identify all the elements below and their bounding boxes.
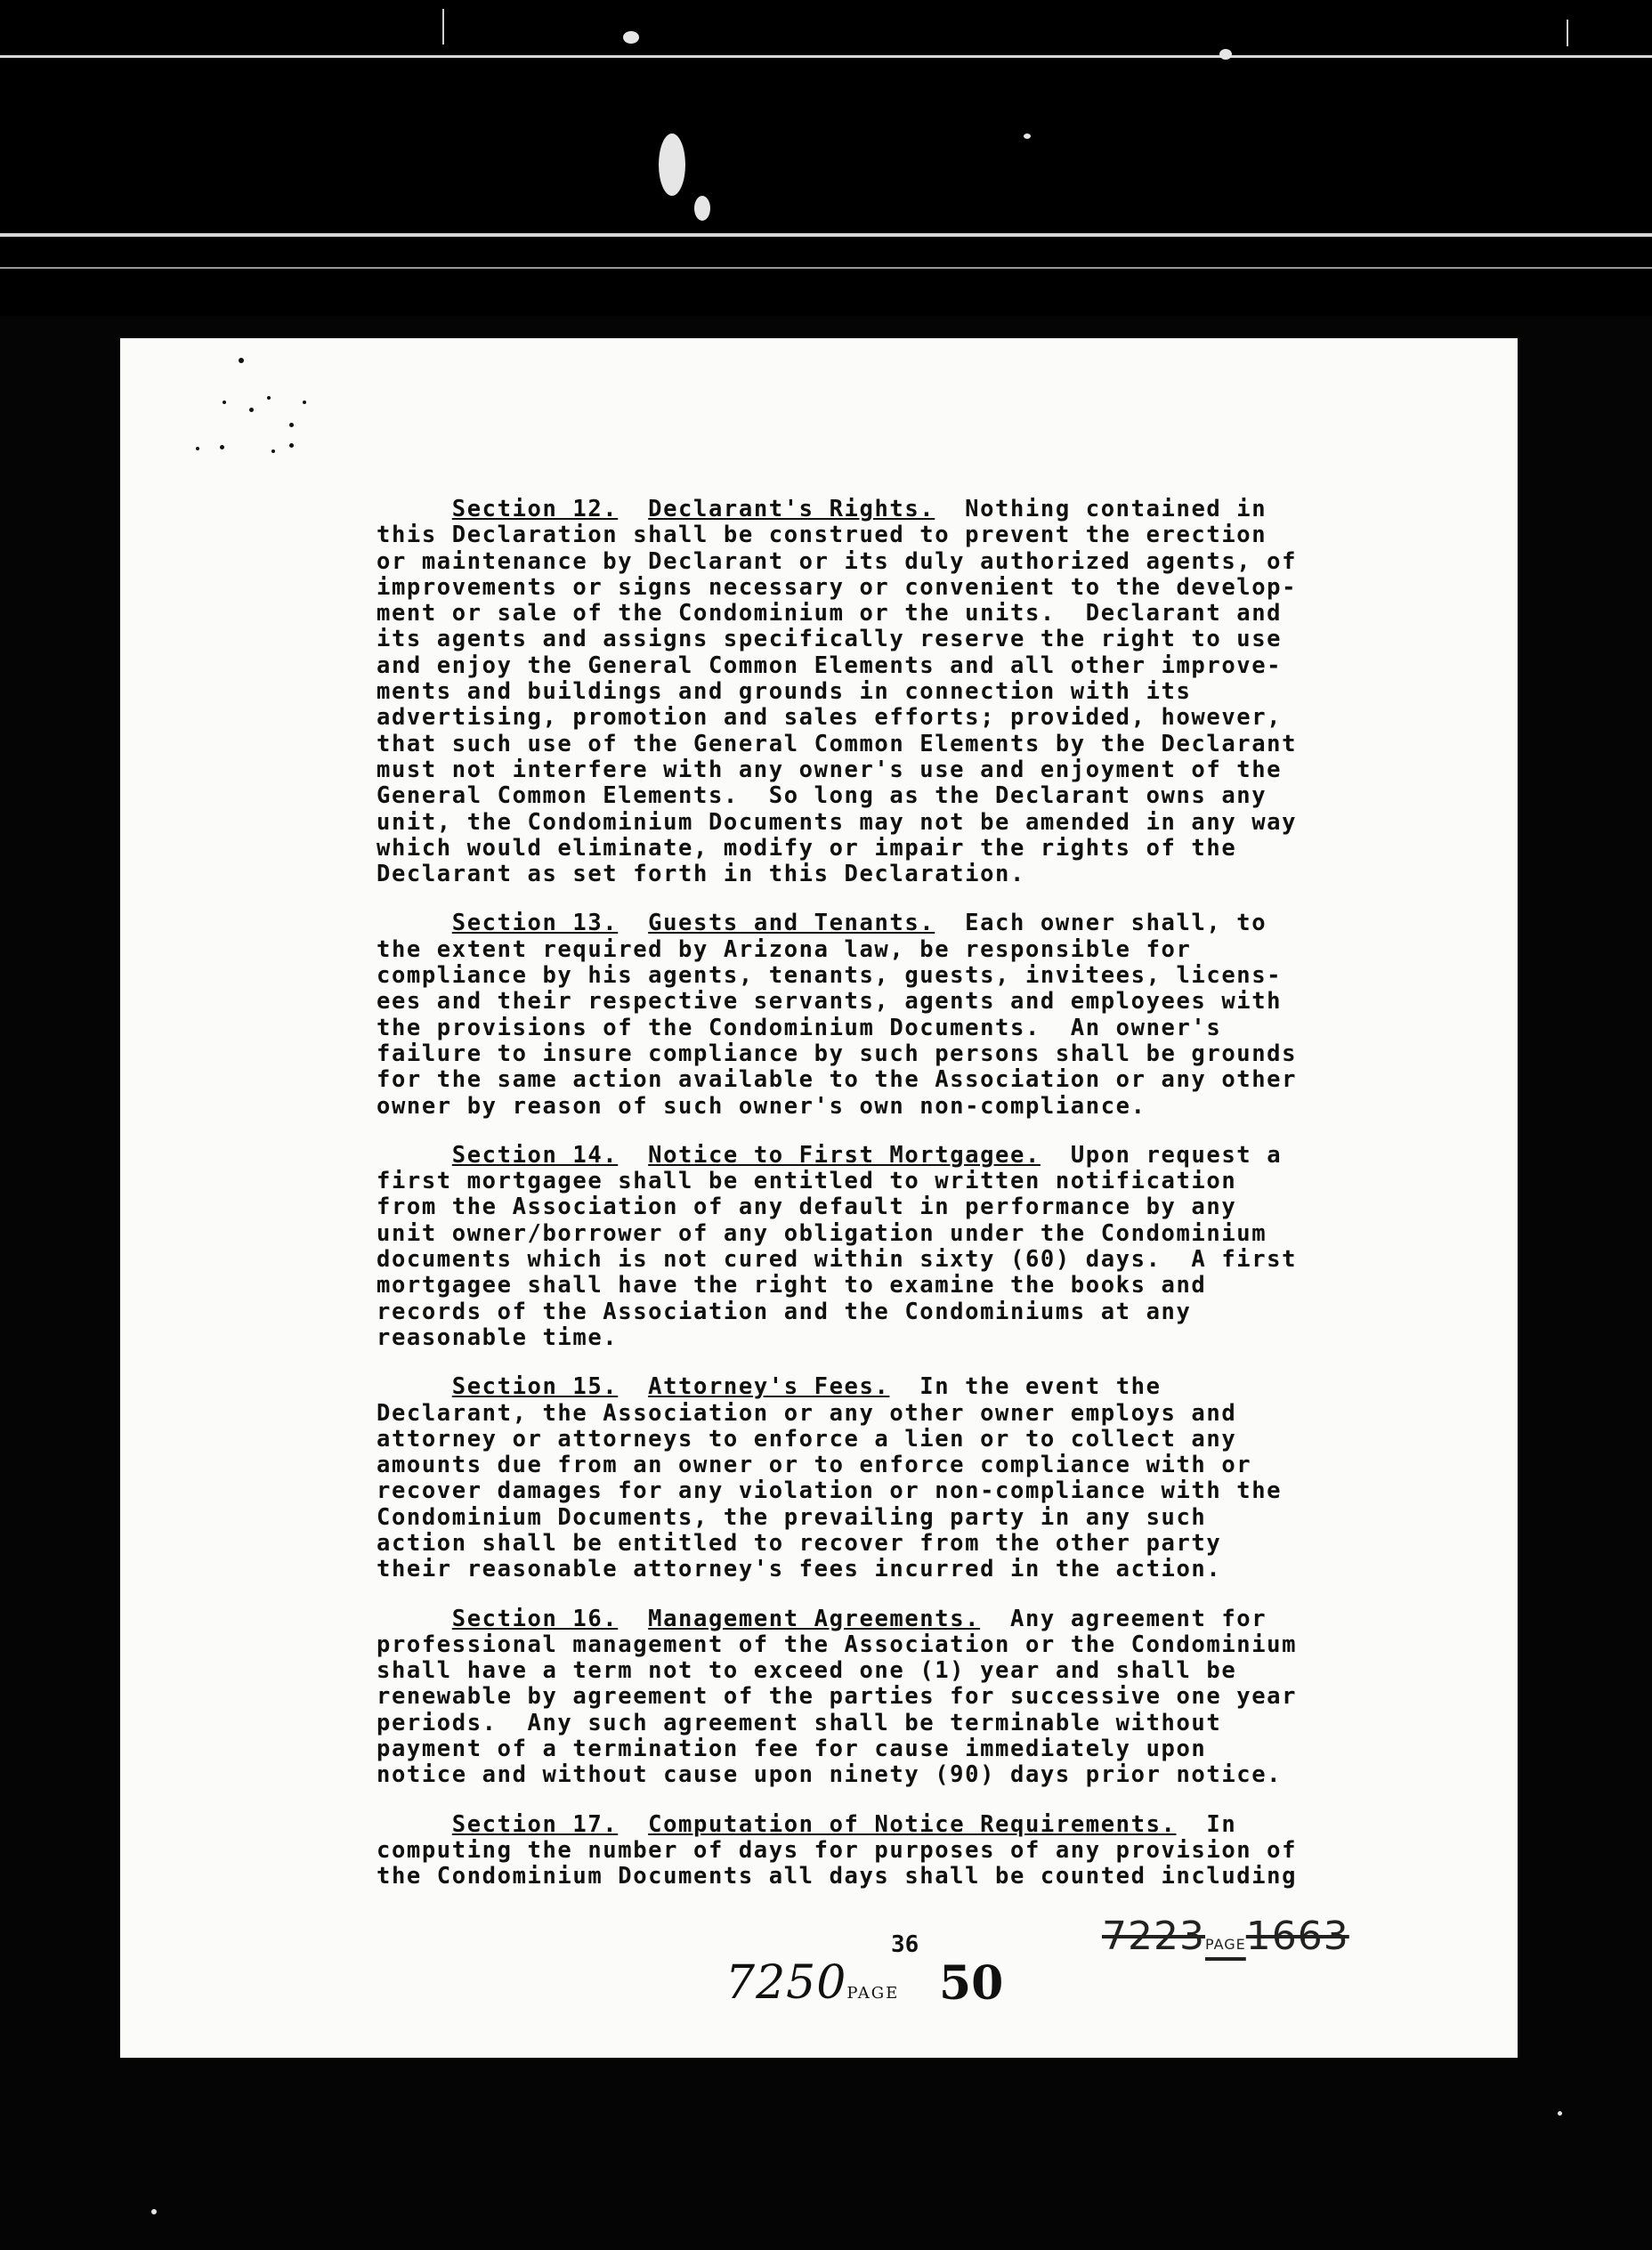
section-paragraph [377,911,1534,1119]
scan-speck [1024,134,1031,139]
section-title: Declarant's Rights. [648,496,935,522]
paper-speck [289,423,294,427]
section-title: Management Agreements. [648,1605,981,1632]
paper-speck [249,408,254,412]
scan-scratch [442,9,444,45]
scan-speck [623,31,639,44]
section-lead: Upon request a [1040,1141,1283,1169]
section-body: Declarant, the Association or any other owner employs and attorney or attorneys to enforce a lien or to collect any amounts due from an owner or to enforce compliance with or recover damages for any violation or non-compliance with the Condominium Documents, the prevailing party in any such action shall be entitled to recover from the other party their reasonable attorney's fees incurred in the action. [377,1399,1283,1583]
section-number: Section 17. [451,1810,619,1838]
scan-rule-line [0,267,1652,269]
section-paragraph [377,497,1534,887]
section-body: the extent required by Arizona law, be responsible for compliance by his agents, tenants, guests, invitees, licens- ees and their respective servants, agents and employees with the provisions of the Condominium Documents. An owner's failure to insure compliance by such persons shall be grounds for the same action available to the Association or any other owner by reason of such owner's own non-compliance. [377,935,1298,1120]
section-paragraph [377,1607,1534,1789]
scan-speck [151,2209,157,2214]
section-number: Section 12. [451,496,619,522]
recording-stamp-book [725,1956,899,2010]
scan-rule-line [0,233,1652,237]
scan-speck [1219,49,1232,60]
paper-speck [196,447,199,450]
recording-page-label: PAGE [846,1984,900,2003]
paper-speck [271,449,275,453]
section-body: first mortgagee shall be entitled to written notification from the Association of any default in performance by any unit owner/borrower of any obligation under the Condominium documents which is not cured within sixty (60) days. A first mortgagee shall have the right to examine the books and records of the Association and the Condominiums at any reasonable time. [377,1168,1298,1351]
section-lead: Each owner shall, to [935,910,1267,937]
crossed-page-number: 1663 [1245,1914,1349,1959]
crossed-page-label: PAGE [1204,1936,1246,1953]
section-number: Section 16. [451,1605,619,1632]
paper-speck [223,401,226,404]
section-title: Attorney's Fees. [648,1373,890,1401]
crossed-book-number: 7223 [1102,1914,1205,1959]
page-number: 36 [891,1931,919,1958]
scanner-top-band [0,0,1652,316]
section-lead: Nothing contained in [935,496,1267,522]
section-body: this Declaration shall be construed to prevent the erection or maintenance by Declarant or its duly authorized agents, of improvements or signs necessary or convenient to the develop- ment or sale of the Condominium or the units. Declarant and its agents and assigns specifically reserve the right to use and enjoy the General Common Elements and all other improve- ments and buildings and grounds in connection with its advertising, promotion and sales efforts; provided, however, that such use of the General Common Elements by the Declarant must not interfere with any owner's use and enjoyment of the General Common Elements. So long as the Declarant owns any unit, the Condominium Documents may not be amended in any way which would eliminate, modify or impair the rights of the Declarant as set forth in this Declaration. [377,522,1298,888]
section-title: Guests and Tenants. [648,910,935,937]
section-lead: In the event the [889,1373,1162,1401]
paper-speck [267,396,271,400]
section-body: computing the number of days for purposes of any provision of the Condominium Documents all days shall be counted including [377,1836,1298,1890]
paper-speck [303,401,306,404]
scan-rule-line [0,55,1652,58]
section-paragraph [377,1374,1534,1582]
section-number: Section 13. [451,910,619,937]
paper-speck [239,358,244,363]
document-body [377,497,1534,1914]
scan-speck [659,134,685,196]
scanner-bottom-band [0,2058,1652,2250]
section-paragraph [377,1143,1534,1351]
scan-speck [1558,2111,1562,2116]
recording-book-number: 7250 [725,1956,847,2010]
section-number: Section 15. [451,1373,619,1401]
paper-speck [220,445,224,449]
scan-scratch [1567,20,1568,46]
section-lead: Any agreement for [980,1605,1267,1632]
scan-speck [694,196,710,221]
section-paragraph [377,1812,1534,1890]
section-title: Notice to First Mortgagee. [648,1141,1041,1169]
document-page [120,338,1518,2058]
section-lead: In [1176,1810,1237,1838]
section-title: Computation of Notice Requirements. [648,1810,1177,1838]
section-number: Section 14. [451,1141,619,1169]
recording-stamp-page: 50 [939,1956,1004,2011]
paper-speck [289,443,294,448]
section-body: professional management of the Association or the Condominium shall have a term not to exceed one (1) year and shall be renewable by agreement of the parties for successive one year periods. Any such agreement shall be terminable without payment of a termination fee for cause immediately upon notice and without cause upon ninety (90) days prior notice. [377,1631,1298,1789]
crossed-out-stamp [1102,1914,1349,1959]
